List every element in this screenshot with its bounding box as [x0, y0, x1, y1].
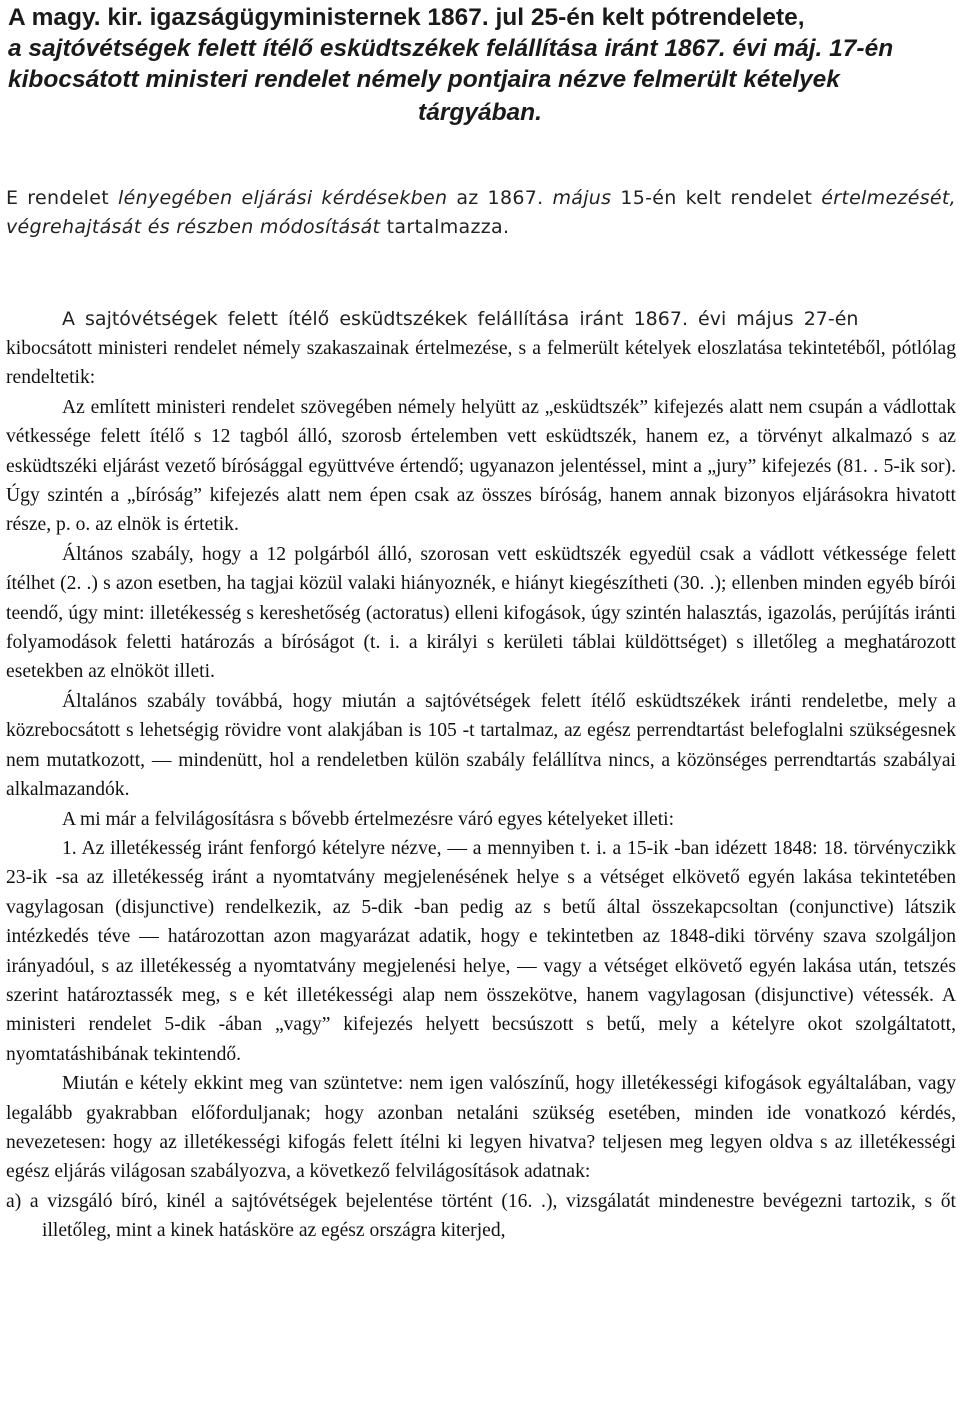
- body-paragraph: Általános szabály továbbá, hogy miután a sajtóvétségek felett ítélő esküdtszékek iránti rendeletbe, mely a közrebocsátott s lehetségig rövidre vont alakjában is 105 -t tartalmaz, az egész perrendtartást belefoglalni szükségesnek nem mutatkozott, — mindenütt, hol a rendeletben külön szabály felállítva nincs, a közönséges perrendtartás szabályai alkalmazandók.: [6, 690, 956, 801]
- summary-emphasis: értelmezését, végrehajtását és részben módosítását: [6, 187, 956, 238]
- title-line-1: A magy. kir. igazságügyministernek 1867. jul 25-én kelt pótrendelete,: [8, 4, 805, 31]
- numbered-paragraph: 1. Az illetékesség iránt fenforgó kételyre nézve, — a mennyiben t. i. a 15-ik -ban idézett 1848: 18. törvényczikk 23-ik -sa az illetékesség iránt a nyomtatvány megjelenésének helye s a vétséget elkövető egyén lakása tekintetében vagylagosan (disjunctive) rendelkezik, az 5-dik -ban pedig az s betű által összekapcsoltan (conjunctive) látszik intézkedés téve — határozottan azon magyarázat adatik, hogy e tekintetben az 1848-diki törvény szava szolgáljon irányadóul, s az illetékesség a nyomtatvány megjelenési helye, — vagy a vétséget elkövető egyén lakása után, tetszés szerint határoztassék meg, s e két illetékességi alap nem összekötve, hanem vagylagosan (disjunctive) vétessék. A ministeri rendelet 5-dik -ában „vagy” kifejezés helyett becsúszott s betű, mely a kételyre okot szolgáltatott, nyomtatáshibának tekintendő.: [6, 837, 956, 1065]
- summary-text: az 1867.: [447, 187, 553, 209]
- title-line-4: tárgyában.: [418, 99, 542, 126]
- summary-emphasis: lényegében eljárási kérdésekben: [118, 187, 448, 209]
- document-body: [6, 334, 956, 1246]
- body-paragraph: Miután e kétely ekkint meg van szüntetve: nem igen valószínű, hogy illetékességi kifogások egyáltalában, vagy legalább gyakrabban előforduljanak; hogy azonban netaláni szükség esetében, minden ide vonatkozó kérdés, nevezetesen: hogy az illetékességi kifogás felett ítélni ki legyen hivatva? teljesen meg legyen oldva s az illetékességi egész eljárás világosan szabályozva, a következő felvilágosítások adatnak:: [6, 1073, 956, 1183]
- section-heading: A sajtóvétségek felett ítélő esküdtszékek felállítása iránt 1867. évi május 27-én: [62, 308, 859, 330]
- body-paragraph: Az említett ministeri rendelet szövegében némely helyütt az „esküdtszék” kifejezés alatt nem csupán a vádlottak vétkessége felett ítélő s 12 tagból álló, szorosb értelemben vett esküdtszék, hanem ez, a törvényt alkalmazó s az esküdtszéki eljárást vezető bírósággal együttvéve értendő; ugyanazon jelentéssel, mint a „jury” kifejezés (81. . 5-ik sor). Úgy szintén a „bíróság” kifejezés alatt nem épen csak az összes bíróság, hanem annak bizonyos eljárásokra hivatott része, p. o. az elnök is értetik.: [6, 396, 956, 536]
- summary-text: E rendelet: [6, 187, 118, 209]
- title-line-3: kibocsátott ministeri rendelet némely pontjaira nézve felmerült kételyek: [8, 66, 840, 93]
- summary-text: 15-én kelt rendelet: [611, 187, 822, 209]
- title-line-2: a sajtóvétségek felett ítélő esküdtszékek felállítása iránt 1867. évi máj. 17-én: [8, 35, 894, 62]
- body-paragraph: Áltános szabály, hogy a 12 polgárból álló, szorosan vett esküdtszék egyedül csak a vádlott vétkessége felett ítélhet (2. .) s azon esetben, ha tagjai közül valaki hiányoznék, e hiányt kiegészítheti (30. .); ellenben minden egyéb bírói teendő, úgy mint: illetékesség s kereshetőség (actoratus) elleni kifogások, úgy szintén halasztás, igazolás, perújítás iránti folyamodások feletti határozás a bíróságot (t. i. a királyi s kerületi táblai küldöttséget) s illetőleg a meghatározott esetekben az elnököt illeti.: [6, 543, 956, 683]
- summary-emphasis: május: [552, 187, 612, 209]
- body-paragraph: A mi már a felvilágosításra s bővebb értelmezésre váró egyes kételyeket illeti:: [62, 808, 675, 830]
- summary-paragraph: [6, 184, 956, 242]
- summary-text: tartalmazza.: [380, 216, 510, 238]
- list-item: a) a vizsgáló bíró, kinél a sajtóvétségek bejelentése történt (16. .), vizsgálatát mindenestre bevégezni tartozik, s őt illetőleg, mint a kinek hatásköre az egész országra kiterjed,: [6, 1190, 956, 1242]
- body-paragraph: kibocsátott ministeri rendelet némely szakaszainak értelmezése, s a felmerült kételyek eloszlatása tekintetéből, pótlólag rendeltetik:: [6, 338, 956, 389]
